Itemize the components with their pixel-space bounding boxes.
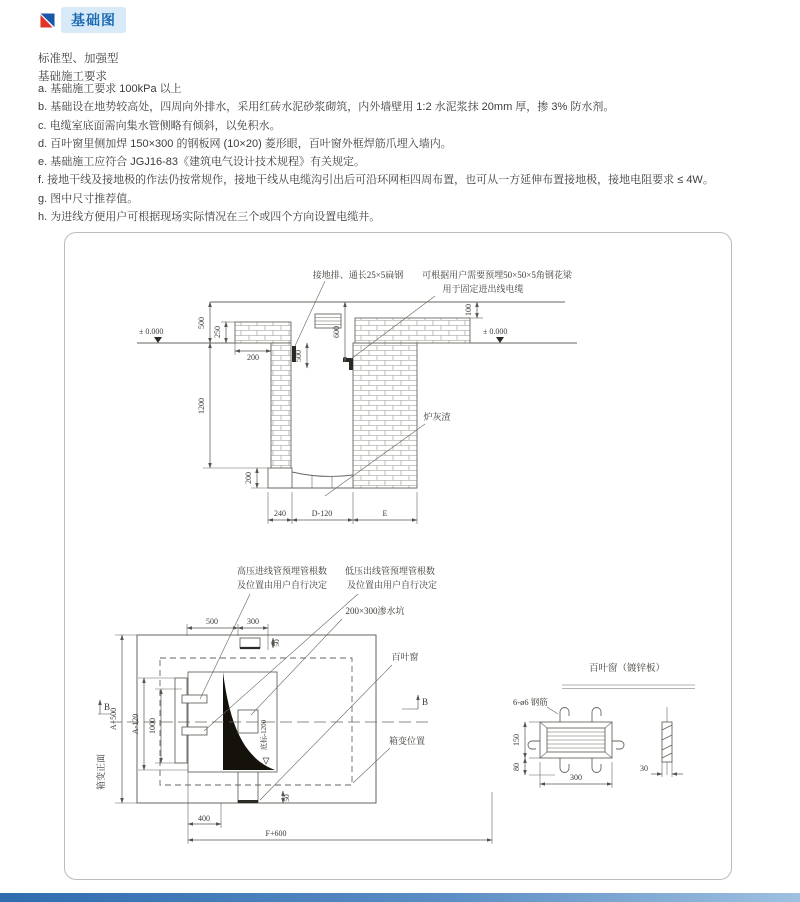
construction-notes [38, 80, 714, 226]
louver-label: 百叶窗 [391, 652, 419, 662]
dim-150: 150 [512, 734, 521, 746]
left-slab-brick [235, 322, 291, 343]
louver-side-view [662, 722, 672, 762]
louver-slats [547, 732, 605, 748]
note-a: a. 基础施工要求 100kPa 以上 [38, 83, 182, 95]
pit-bottom-level-label: 底标-1200 [260, 719, 268, 751]
level-marker-left [154, 337, 162, 343]
dim-30: 30 [640, 764, 648, 773]
note-h: h. 为进线方便用户可根据现场实际情况在三个或四个方向设置电缆井。 [38, 211, 381, 224]
louver-detail-title: 百叶窗（镀锌板） [588, 664, 666, 674]
dim-300: 300 [247, 617, 259, 626]
plan-labels [95, 565, 437, 838]
dim-d120: D-120 [311, 509, 333, 518]
dim-a500: A+500 [109, 707, 118, 731]
left-wall-brick [271, 343, 291, 468]
cable-pit-floor [292, 472, 353, 476]
footer-accent-bar [0, 893, 800, 902]
plan-structure [110, 635, 428, 803]
intro-line-req: 基础施工要求 [38, 71, 107, 83]
note-d: d. 百叶窗里侧加焊 150×300 的钢板网 (10×20) 菱形眼，百叶窗外框焊筋爪埋入墙内。 [38, 137, 452, 150]
pit-level-marker [263, 758, 269, 764]
dim-250: 250 [213, 326, 222, 338]
angle-steel-leader-label-1: 可根据用户需要预埋50×50×5角钢花梁 [422, 270, 572, 280]
dim-500: 500 [206, 617, 218, 626]
angle-steel-leader-label-2: 用于固定进出线电缆 [442, 284, 524, 294]
seepage-pit [238, 710, 258, 733]
cinder-label: 炉灰渣 [423, 412, 451, 422]
dim-200-top: 200 [247, 353, 259, 362]
dim-600: 600 [332, 326, 341, 338]
dim-f600: F+600 [265, 829, 287, 838]
note-e: e. 基础施工应符合 JGJ16-83《建筑电气设计技术规程》有关规定。 [38, 156, 365, 169]
foundation-outline [137, 635, 376, 803]
ground-bar-leader-label: 接地排、通长25×5扁钢 [312, 270, 404, 280]
front-wall [175, 678, 187, 763]
lv-conduit-stub [182, 727, 207, 735]
louver-dimensions [525, 707, 683, 788]
dim-1000: 1000 [148, 718, 157, 734]
seepage-pit-label: 200×300渗水坑 [345, 606, 405, 616]
dim-500-inner: 500 [294, 350, 303, 362]
left-footing [268, 468, 292, 488]
intro-line-types: 标准型、加强型 [38, 53, 119, 65]
dim-500-left: 500 [197, 317, 206, 329]
page-title: 基础图 [61, 7, 126, 33]
section-marker-b-left: B [104, 702, 111, 712]
red-blue-flag-icon [40, 13, 55, 28]
louver-structure [528, 685, 695, 775]
section-marker-b-right: B [422, 697, 429, 707]
note-f: f. 接地干线及接地极的作法仍按常规作，接地干线从电缆沟引出后可沿环网柜四周布置，也可从一方延伸布置接地极，接地电阻要求 ≤ 4W。 [38, 174, 714, 187]
hv-conduit-stub [182, 695, 207, 703]
dim-1200: 1200 [197, 398, 206, 414]
plan-view-drawing [90, 552, 510, 852]
dim-50-top: 50 [272, 639, 281, 647]
hv-leader-label-2: 及位置由用户自行决定 [236, 580, 328, 590]
dim-80: 80 [512, 763, 521, 771]
rebar-label: 6-ø6 钢筋 [513, 697, 548, 707]
dim-e: E [382, 509, 388, 518]
dim-300: 300 [570, 773, 582, 782]
note-g: g. 图中尺寸推荐值。 [38, 192, 139, 205]
angle-steel [343, 358, 353, 370]
dim-240: 240 [274, 509, 286, 518]
side-view-hatch [662, 725, 672, 758]
transformer-position-label: 箱变位置 [388, 736, 426, 746]
transformer-front-label: 箱变正面 [96, 753, 106, 791]
note-b: b. 基础设在地势较高处，四周向外排水，采用红砖水泥砂浆砌筑，内外墙壁用 1:2 水泥浆抹 20mm 厚，掺 3% 防水剂。 [38, 101, 615, 114]
level-marker-right [496, 337, 504, 343]
cross-section-dimensions [203, 281, 483, 524]
dim-50-bottom: 50 [282, 794, 291, 802]
dim-400: 400 [198, 814, 210, 823]
lv-leader-label-1: 低压出线管预埋管根数 [344, 566, 436, 576]
page-header [40, 8, 126, 32]
cross-section-drawing [125, 250, 595, 542]
plan-dimensions [98, 594, 492, 844]
level-label-right: ± 0.000 [483, 327, 508, 336]
note-c: c. 电缆室底面需向集水管侧略有倾斜，以免积水。 [38, 119, 281, 132]
top-conduit-bank [240, 638, 260, 648]
right-slab-brick [355, 318, 470, 343]
dim-100: 100 [464, 304, 473, 316]
louver-detail-drawing [505, 655, 730, 815]
lv-leader-label-2: 及位置由用户自行决定 [346, 580, 438, 590]
dim-a120: A-120 [131, 713, 140, 735]
right-wall-brick [353, 343, 417, 488]
hv-leader-label-1: 高压进线管预埋管根数 [236, 566, 328, 576]
level-label-left: ± 0.000 [139, 327, 164, 336]
dim-200-bottom: 200 [244, 472, 253, 484]
